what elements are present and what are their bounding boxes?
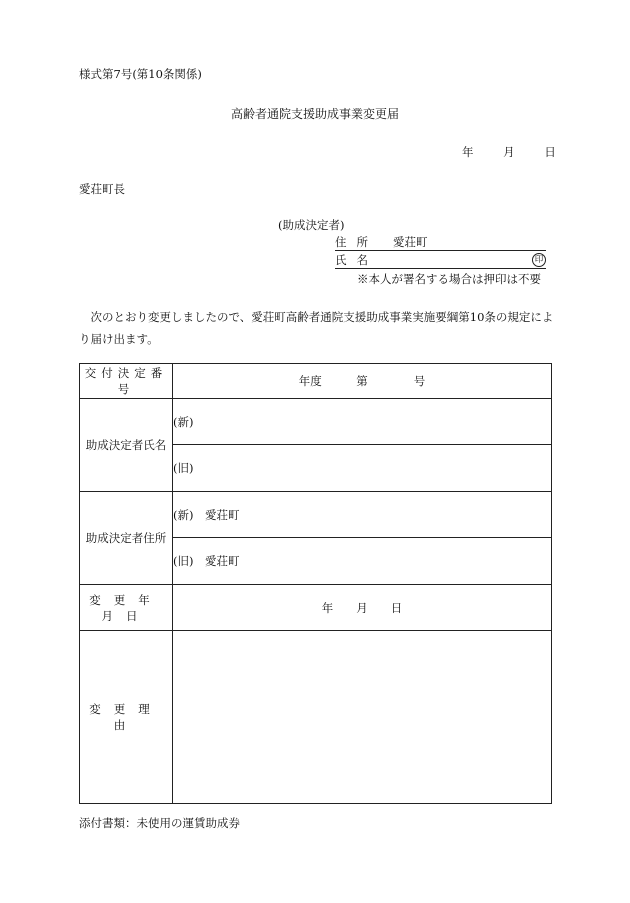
- attachment-note: 添付書類：未使用の運賃助成券: [79, 816, 240, 830]
- applicant-name-label: 氏名: [335, 253, 378, 267]
- document-title: 高齢者通院支援助成事業変更届: [230, 107, 399, 121]
- applicant-address-row[interactable]: [335, 234, 546, 251]
- recipient-name-new-field[interactable]: (新): [173, 399, 552, 445]
- addressee: 愛荘町長: [79, 182, 125, 196]
- change-reason-label: 変更理由: [80, 631, 173, 804]
- header-date-month: 月: [503, 145, 515, 159]
- decision-number-field[interactable]: 年度 第 号: [173, 364, 552, 399]
- body-text: 次のとおり変更しましたので、愛荘町高齢者通院支援助成事業実施要綱第10条の規定により届け出ます。: [79, 310, 554, 346]
- recipient-address-new-field[interactable]: (新) 愛荘町: [173, 492, 552, 538]
- header-date: [462, 144, 556, 160]
- recipient-name-new-row: [80, 399, 552, 445]
- recipient-address-new-row: [80, 492, 552, 538]
- applicant-heading: (助成決定者): [278, 218, 345, 232]
- recipient-name-label: 助成決定者氏名: [80, 399, 173, 492]
- recipient-address-label: 助成決定者住所: [80, 492, 173, 585]
- header-date-day: 日: [544, 145, 556, 159]
- change-date-row: [80, 585, 552, 631]
- header-date-year: 年: [462, 145, 474, 159]
- form-number: 様式第7号(第10条関係): [79, 67, 202, 81]
- applicant-name-row[interactable]: [335, 252, 546, 269]
- recipient-name-old-field[interactable]: (旧): [173, 445, 552, 492]
- change-date-label: 変更年月日: [80, 585, 173, 631]
- change-reason-row: [80, 631, 552, 804]
- seal-note: ※本人が署名する場合は押印は不要: [357, 272, 541, 286]
- change-date-field[interactable]: 年 月 日: [173, 585, 552, 631]
- change-reason-field[interactable]: [173, 631, 552, 804]
- applicant-address-value: 愛荘町: [393, 235, 428, 249]
- decision-number-row: [80, 364, 552, 399]
- applicant-address-label: 住所: [335, 235, 378, 249]
- recipient-address-old-field[interactable]: (旧) 愛荘町: [173, 538, 552, 585]
- change-form-table: [79, 363, 552, 804]
- seal-icon: 印: [532, 253, 546, 267]
- decision-number-label: 交付決定番号: [80, 364, 173, 399]
